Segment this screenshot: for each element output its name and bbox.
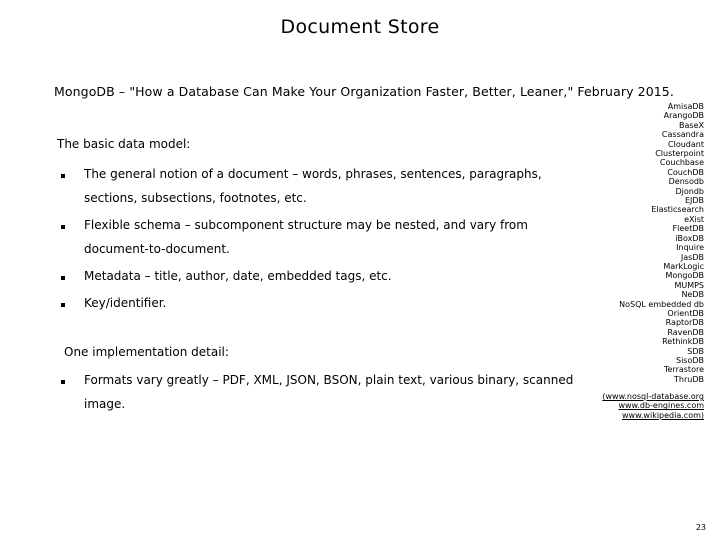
database-item: Densodb [668, 177, 704, 187]
database-item: OrientDB [667, 308, 704, 318]
database-item: SDB [687, 346, 704, 356]
reference-links [602, 392, 704, 420]
database-item: FleetDB [672, 224, 704, 234]
link-nosql-database[interactable]: (www.nosql-database.org [602, 392, 704, 401]
database-item: iBoxDB [675, 233, 704, 243]
database-item: ThruDB [674, 374, 704, 384]
database-item: NoSQL embedded db [619, 299, 704, 309]
citation: MongoDB – "How a Database Can Make Your Organization Faster, Better, Leaner," February 2015. [54, 84, 674, 99]
database-item: Djondb [675, 186, 704, 196]
database-item: Couchbase [659, 158, 704, 168]
list-item: Metadata – title, author, date, embedded tags, etc. [60, 264, 580, 288]
database-item: ArangoDB [663, 111, 704, 121]
data-model-heading: The basic data model: [57, 137, 191, 151]
database-item: eXist [684, 214, 704, 224]
list-item: The general notion of a document – words, phrases, sentences, paragraphs, sections, subsections, footnotes, etc. [60, 162, 580, 210]
database-list [474, 102, 704, 384]
page-number: 23 [695, 523, 706, 532]
database-item: Inquire [676, 243, 704, 253]
database-item: Terrastore [663, 365, 704, 375]
list-item: Key/identifier. [60, 291, 580, 315]
database-item: RavenDB [667, 327, 704, 337]
database-item: BaseX [679, 120, 704, 130]
database-item: SisoDB [675, 355, 704, 365]
link-db-engines[interactable]: www.db-engines.com [618, 401, 704, 411]
database-item: EJDB [684, 196, 704, 206]
database-item: JasDB [680, 252, 704, 262]
database-item: MUMPS [674, 280, 704, 290]
slide-title: Document Store [280, 16, 440, 38]
database-item: NeDB [681, 290, 704, 300]
list-item: Formats vary greatly – PDF, XML, JSON, BSON, plain text, various binary, scanned image. [60, 368, 580, 416]
database-item: RethinkDB [662, 337, 704, 347]
database-item: CouchDB [667, 167, 704, 177]
link-wikipedia[interactable]: www.wikipedia.com) [621, 410, 704, 420]
database-item: AmisaDB [667, 102, 704, 111]
database-item: Cassandra [661, 130, 704, 140]
list-item: Flexible schema – subcomponent structure may be nested, and vary from document-to-document. [60, 213, 580, 261]
implementation-heading: One implementation detail: [64, 345, 229, 359]
database-item: Elasticsearch [651, 205, 704, 215]
database-item: Clusterpoint [655, 149, 704, 159]
database-item: MongoDB [665, 271, 704, 281]
database-item: Cloudant [668, 139, 704, 149]
database-item: RaptorDB [665, 318, 704, 328]
database-item: MarkLogic [663, 261, 704, 271]
